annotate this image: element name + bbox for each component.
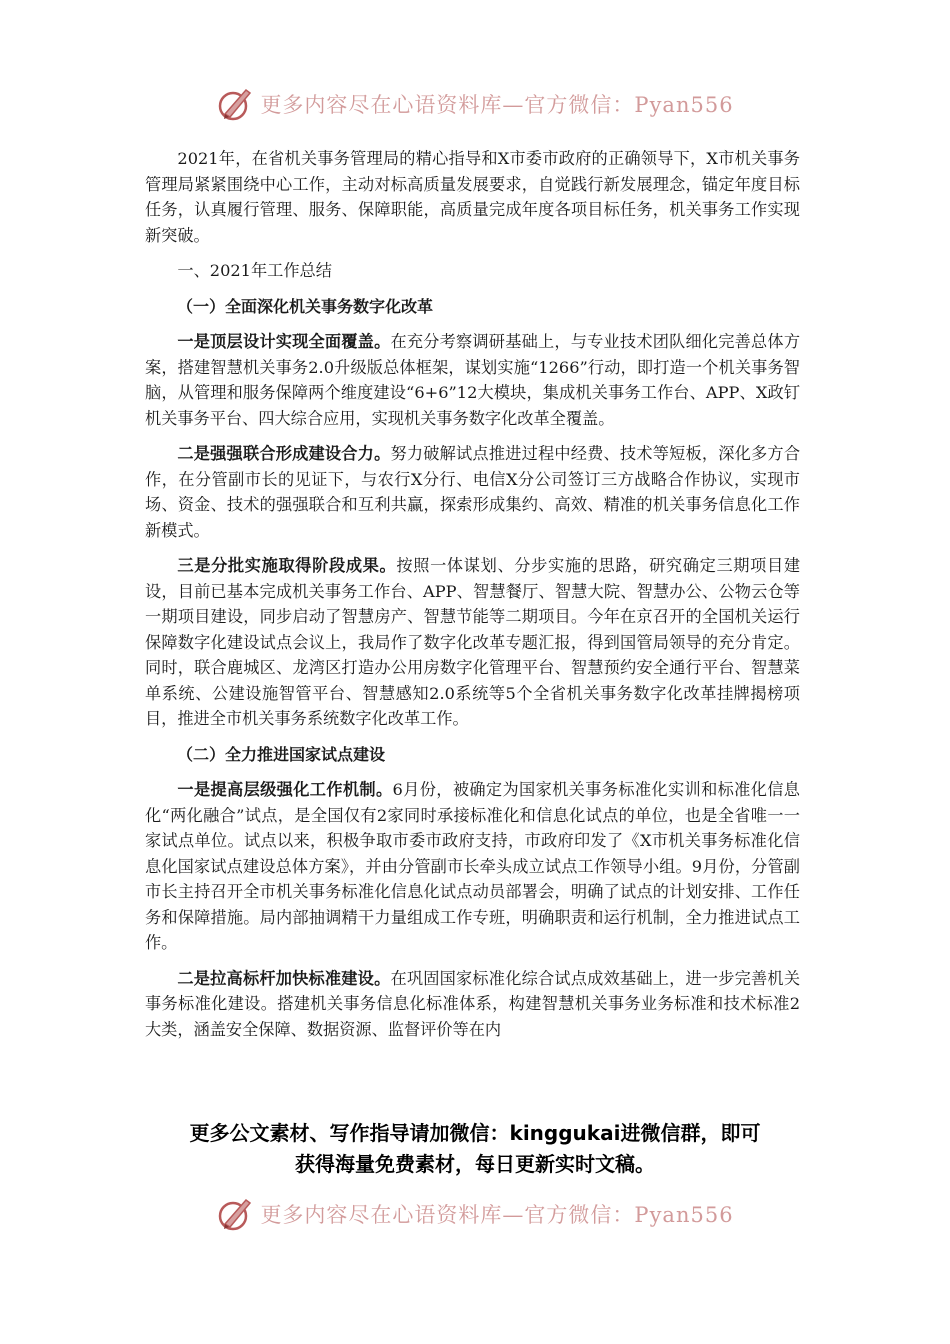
paragraph-text: 努力破解试点推进过程中经费、技术等短板，深化多方合作，在分管副市长的见证下，与农行X分行、电信X分公司签订三方战略合作协议，实现市场、资金、技术的强强联合和互利共赢，探索形成集约、高效、精准的机关事务信息化工作新模式。 [145, 444, 801, 540]
intro-paragraph: 2021年，在省机关事务管理局的精心指导和X市委市政府的正确领导下，X市机关事务管理局紧紧围绕中心工作，主动对标高质量发展要求，自觉践行新发展理念，锚定年度目标任务，认真履行管理、服务、保障职能，高质量完成年度各项目标任务，机关事务工作实现新突破。 [145, 149, 800, 245]
paragraph-lead: 一是顶层设计实现全面覆盖。 [177, 332, 391, 351]
paragraph-lead: 二是强强联合形成建设合力。 [177, 444, 391, 463]
banner-text: 更多内容尽在心语资料库—官方微信：Pyan556 [260, 93, 734, 117]
paragraph-2-1 [145, 777, 800, 956]
promo-line-2: 获得海量免费素材，每日更新实时文稿。 [295, 1152, 655, 1176]
bottom-banner [0, 1194, 950, 1234]
paragraph-text: 6月份，被确定为国家机关事务标准化实训和标准化信息化“两化融合”试点，是全国仅有2家同时承接标准化和信息化试点的单位，也是全省唯一一家试点单位。试点以来，积极争取市委市政府支持，市政府印发了《X市机关事务标准化信息化国家试点建设总体方案》，并由分管副市长牵头成立试点工作领导小组。9月份，分管副市长主持召开全市机关事务标准化信息化试点动员部署会，明确了试点的计划安排、工作任务和保障措施。局内部抽调精干力量组成工作专班，明确职责和运行机制，全力推进试点工作。 [145, 780, 800, 952]
paragraph-text: 在巩固国家标准化综合试点成效基础上，进一步完善机关事务标准化建设。搭建机关事务信息化标准体系，构建智慧机关事务业务标准和技术标准2大类，涵盖安全保障、数据资源、监督评价等在内 [145, 968, 801, 1039]
paragraph-lead: 三是分批实施取得阶段成果。 [177, 556, 397, 575]
paragraph-1-2 [145, 441, 800, 543]
top-banner [0, 84, 950, 124]
pen-logo-icon [216, 1194, 256, 1234]
paragraph-1-1 [145, 329, 800, 431]
document-body [145, 146, 800, 1042]
pen-logo-icon [216, 84, 256, 124]
paragraph-text: 按照一体谋划、分步实施的思路，研究确定三期项目建设，目前已基本完成机关事务工作台、APP、智慧餐厅、智慧大院、智慧办公、公物云仓等一期项目建设，同步启动了智慧房产、智慧节能等二期项目。今年在京召开的全国机关运行保障数字化建设试点会议上，我局作了数字化改革专题汇报，得到国管局领导的充分肯定。同时，联合鹿城区、龙湾区打造办公用房数字化管理平台、智慧预约安全通行平台、智慧菜单系统、公建设施智管平台、智慧感知2.0系统等5个全省机关事务数字化改革挂牌揭榜项目，推进全市机关事务系统数字化改革工作。 [145, 556, 801, 728]
section-heading: 一、2021年工作总结 [177, 261, 332, 280]
banner-text: 更多内容尽在心语资料库—官方微信：Pyan556 [260, 1203, 734, 1227]
subsection-heading-1: （一）全面深化机关事务数字化改革 [177, 296, 434, 316]
paragraph-text: 在充分考察调研基础上，与专业技术团队细化完善总体方案，搭建智慧机关事务2.0升级版总体框架，谋划实施“1266”行动，即打造一个机关事务智脑，从管理和服务保障两个维度建设“6+6”12大模块，集成机关事务工作台、APP、X政钉机关事务平台、四大综合应用，实现机关事务数字化改革全覆盖。 [145, 332, 801, 428]
paragraph-2-2 [145, 966, 800, 1043]
subsection-heading-2: （二）全力推进国家试点建设 [177, 744, 386, 764]
promo-line-1: 更多公文素材、写作指导请加微信：kinggukai进微信群，即可 [189, 1121, 761, 1145]
paragraph-lead: 一是提高层级强化工作机制。 [177, 780, 393, 799]
paragraph-1-3 [145, 553, 800, 732]
promo-notice [100, 1118, 850, 1180]
paragraph-lead: 二是拉高标杆加快标准建设。 [177, 968, 391, 988]
